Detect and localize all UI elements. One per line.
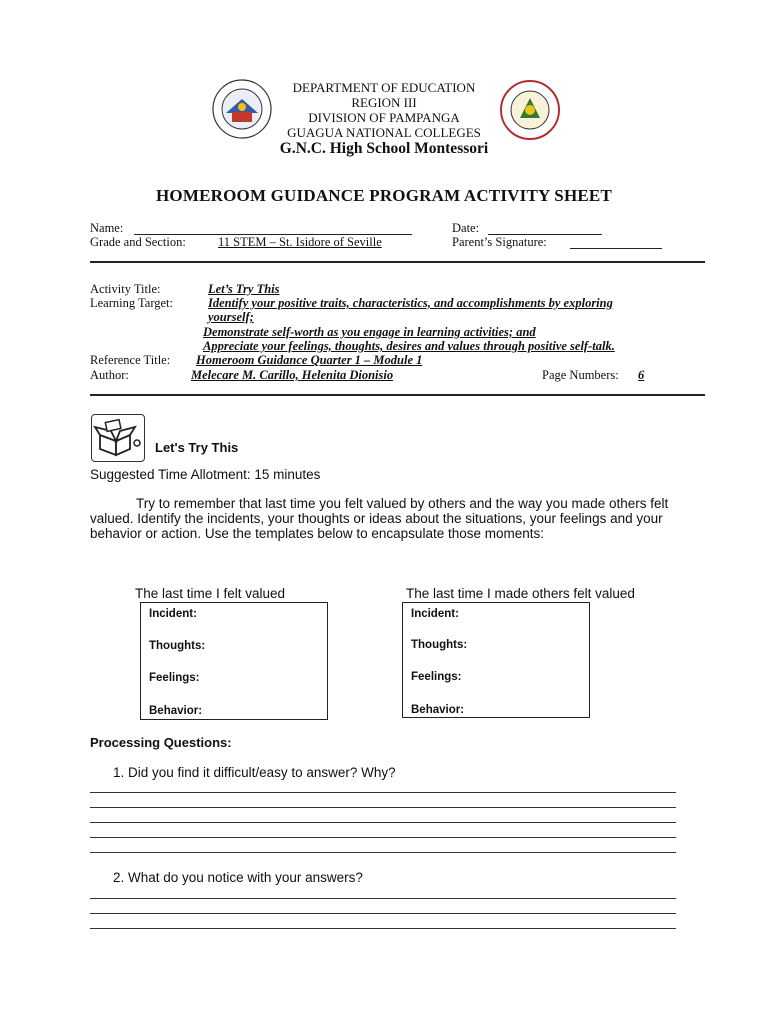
answer-line[interactable] [90, 913, 676, 914]
name-label: Name: [90, 221, 124, 235]
grade-label: Grade and Section: [90, 235, 186, 249]
header-line-region: REGION III [351, 95, 417, 110]
section-heading: Let's Try This [155, 440, 239, 455]
learning-target-label: Learning Target: [90, 296, 174, 310]
page-title: HOMEROOM GUIDANCE PROGRAM ACTIVITY SHEET [155, 186, 612, 205]
question-1: 1. Did you find it difficult/easy to answer? Why? [113, 765, 396, 780]
author-value: Melecare M. Carillo, Helenita Dionisio [191, 368, 394, 382]
answer-line[interactable] [90, 898, 676, 899]
right-feelings-label: Feelings: [411, 671, 462, 683]
reference-title-value: Homeroom Guidance Quarter 1 – Module 1 [196, 353, 423, 367]
right-behavior-label: Behavior: [411, 704, 465, 716]
learning-target-1b: yourself; [208, 310, 254, 324]
instructions-paragraph: Try to remember that last time you felt valued by others and the way you made others felt valued. Identify the incidents, your thoughts or ideas about the situations, your feelings and your behavior or action. Use the templates below to encapsulate those moments: [90, 496, 669, 541]
left-thoughts-label: Thoughts: [149, 640, 206, 652]
header-line-deped: DEPARTMENT OF EDUCATION [292, 80, 476, 95]
activity-title-value: Let’s Try This [208, 282, 280, 296]
left-incident-label: Incident: [149, 608, 197, 620]
author-label: Author: [90, 368, 129, 382]
question-2: 2. What do you notice with your answers? [113, 870, 363, 885]
activity-title-label: Activity Title: [90, 282, 161, 296]
divider-bottom [90, 394, 705, 396]
right-template-title: The last time I made others felt valued [406, 586, 635, 601]
time-allotment: Suggested Time Allotment: 15 minutes [90, 467, 321, 482]
left-template-box[interactable] [140, 602, 328, 720]
header-line-division: DIVISION OF PAMPANGA [308, 110, 460, 125]
learning-target-3: Appreciate your feelings, thoughts, desires and values through positive self-talk. [203, 339, 615, 353]
grade-value: 11 STEM – St. Isidore of Seville [218, 235, 382, 249]
reference-title-label: Reference Title: [90, 353, 171, 367]
processing-heading: Processing Questions: [90, 735, 232, 750]
learning-target-2: Demonstrate self-worth as you engage in learning activities; and [203, 325, 536, 339]
parent-signature-label: Parent’s Signature: [452, 235, 547, 249]
answer-line[interactable] [90, 792, 676, 793]
open-box-icon [91, 414, 145, 462]
answer-line[interactable] [90, 822, 676, 823]
page-numbers-value: 6 [638, 368, 645, 382]
answer-line[interactable] [90, 837, 676, 838]
answer-line[interactable] [90, 852, 676, 853]
answer-line[interactable] [90, 928, 676, 929]
right-template-box[interactable] [402, 602, 590, 718]
right-thoughts-label: Thoughts: [411, 639, 468, 651]
date-label: Date: [452, 221, 480, 235]
page-numbers-label: Page Numbers: [542, 368, 619, 382]
answer-line[interactable] [90, 807, 676, 808]
left-behavior-label: Behavior: [149, 705, 203, 717]
left-template-title: The last time I felt valued [135, 586, 286, 601]
header-line-college: GUAGUA NATIONAL COLLEGES [287, 125, 481, 140]
left-feelings-label: Feelings: [149, 672, 200, 684]
learning-target-1a: Identify your positive traits, characteristics, and accomplishments by exploring [208, 296, 613, 310]
parent-signature-field[interactable] [570, 248, 662, 249]
divider-top [90, 261, 705, 263]
right-incident-label: Incident: [411, 608, 459, 620]
school-name: G.N.C. High School Montessori [279, 140, 489, 157]
